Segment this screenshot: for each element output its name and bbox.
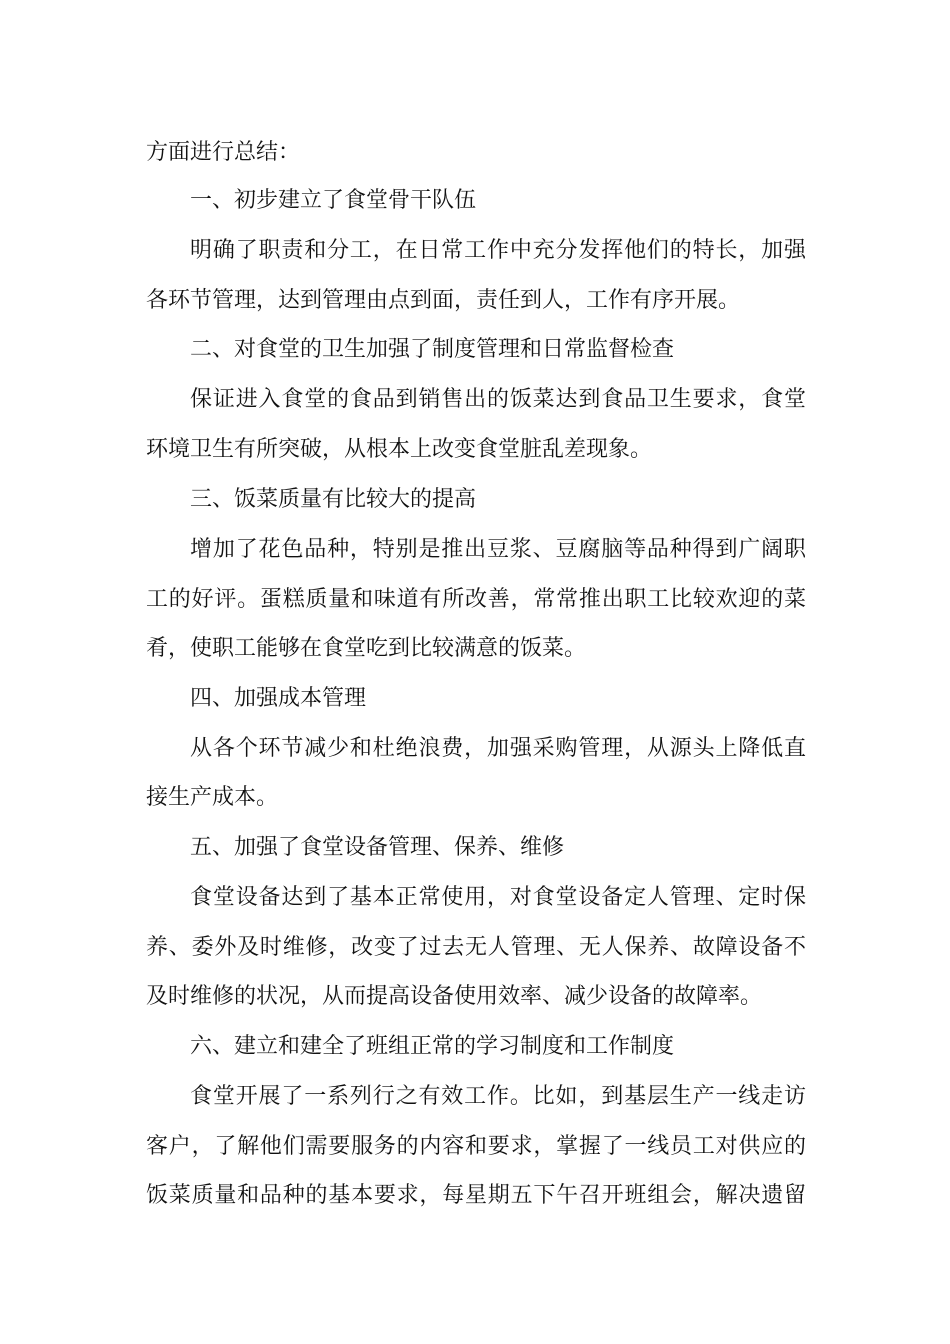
paragraph-line: 食堂设备达到了基本正常使用，对食堂设备定人管理、定时保 — [190, 885, 806, 910]
paragraph-line: 增加了花色品种，特别是推出豆浆、豆腐脑等品种得到广阔职 — [190, 537, 806, 562]
paragraph-line: 明确了职责和分工，在日常工作中充分发挥他们的特长，加强 — [190, 238, 806, 263]
paragraph-line: 食堂开展了一系列行之有效工作。比如，到基层生产一线走访 — [190, 1084, 806, 1109]
paragraph-line: 方面进行总结： — [146, 140, 301, 165]
paragraph-line: 养、委外及时维修，改变了过去无人管理、无人保养、故障设备不 — [146, 935, 806, 960]
section-heading-4: 四、加强成本管理 — [190, 686, 367, 711]
section-heading-2: 二、对食堂的卫生加强了制度管理和日常监督检查 — [190, 337, 675, 362]
paragraph-line: 客户，了解他们需要服务的内容和要求，掌握了一线员工对供应的 — [146, 1134, 806, 1159]
paragraph-line: 饭菜质量和品种的基本要求，每星期五下午召开班组会，解决遗留 — [146, 1183, 806, 1208]
paragraph-line: 工的好评。蛋糕质量和味道有所改善，常常推出职工比较欢迎的菜 — [146, 587, 806, 612]
paragraph-line: 从各个环节减少和杜绝浪费，加强采购管理，从源头上降低直 — [190, 736, 806, 761]
paragraph-line: 肴，使职工能够在食堂吃到比较满意的饭菜。 — [146, 636, 587, 661]
section-heading-3: 三、饭菜质量有比较大的提高 — [190, 487, 477, 512]
paragraph-line: 及时维修的状况，从而提高设备使用效率、减少设备的故障率。 — [146, 984, 763, 1009]
section-heading-5: 五、加强了食堂设备管理、保养、维修 — [190, 835, 565, 860]
paragraph-line: 保证进入食堂的食品到销售出的饭菜达到食品卫生要求，食堂 — [190, 387, 806, 412]
paragraph-line: 接生产成本。 — [146, 785, 279, 810]
paragraph-line: 环境卫生有所突破，从根本上改变食堂脏乱差现象。 — [146, 437, 653, 462]
section-heading-6: 六、建立和建全了班组正常的学习制度和工作制度 — [190, 1034, 675, 1059]
section-heading-1: 一、初步建立了食堂骨干队伍 — [190, 188, 477, 213]
paragraph-line: 各环节管理，达到管理由点到面，责任到人，工作有序开展。 — [146, 288, 741, 313]
